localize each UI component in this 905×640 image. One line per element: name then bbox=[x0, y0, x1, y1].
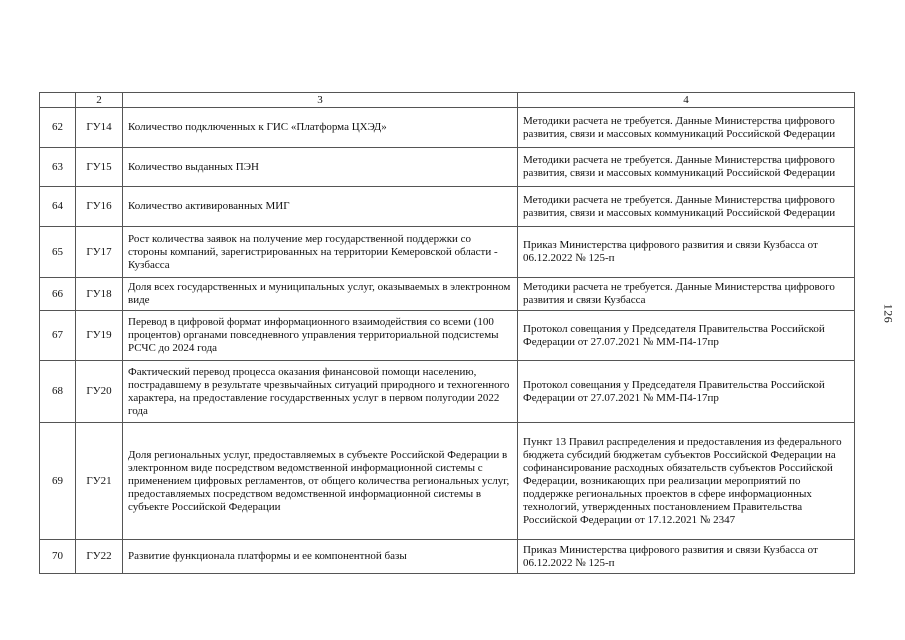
indicator-name: Рост количества заявок на получение мер государственной поддержки со стороны компаний, зарегистрированных на территории Кемеровской области - Кузбасса bbox=[123, 227, 518, 278]
indicator-name: Количество активированных МИГ bbox=[123, 187, 518, 227]
row-number: 70 bbox=[40, 540, 76, 574]
indicator-code: ГУ18 bbox=[76, 278, 123, 311]
table-row bbox=[40, 187, 855, 227]
indicator-source: Приказ Министерства цифрового развития и связи Кузбасса от 06.12.2022 № 125-п bbox=[518, 540, 855, 574]
indicator-code: ГУ22 bbox=[76, 540, 123, 574]
row-number: 63 bbox=[40, 148, 76, 187]
indicator-source: Методики расчета не требуется. Данные Министерства цифрового развития, связи и массовых коммуникаций Российской Федерации bbox=[518, 108, 855, 148]
row-number: 64 bbox=[40, 187, 76, 227]
indicators-table bbox=[39, 92, 855, 574]
indicator-name: Доля всех государственных и муниципальных услуг, оказываемых в электронном виде bbox=[123, 278, 518, 311]
header-cell-3: 3 bbox=[123, 93, 518, 108]
indicator-name: Перевод в цифровой формат информационного взаимодействия со всеми (100 процентов) органами повседневного управления территориальной подсистемы РСЧС до 2024 года bbox=[123, 311, 518, 361]
indicator-source: Приказ Министерства цифрового развития и связи Кузбасса от 06.12.2022 № 125-п bbox=[518, 227, 855, 278]
indicator-source: Методики расчета не требуется. Данные Министерства цифрового развития, связи и массовых коммуникаций Российской Федерации bbox=[518, 187, 855, 227]
indicator-code: ГУ16 bbox=[76, 187, 123, 227]
header-cell-4: 4 bbox=[518, 93, 855, 108]
indicator-code: ГУ17 bbox=[76, 227, 123, 278]
indicator-source: Протокол совещания у Председателя Правительства Российской Федерации от 27.07.2021 № ММ-П4-17пр bbox=[518, 361, 855, 423]
indicator-code: ГУ21 bbox=[76, 423, 123, 540]
table-row bbox=[40, 108, 855, 148]
indicator-source: Пункт 13 Правил распределения и предоставления из федерального бюджета субсидий бюджетам субъектов Российской Федерации на софинансирование расходных обязательств субъектов Российской Федерации, возникающих при реализации мероприятий по поддержке региональных проектов в сфере информационных технологий, утвержденных постановлением Правительства Российской Федерации от 17.12.2021 № 2347 bbox=[518, 423, 855, 540]
table-header-row bbox=[40, 93, 855, 108]
indicator-name: Доля региональных услуг, предоставляемых в субъекте Российской Федерации в электронном виде посредством ведомственной информационной системы с применением цифровых регламентов, от общего количества региональных услуг, предоставляемых посредством ведомственной информационной системы в субъекте Российской Федерации bbox=[123, 423, 518, 540]
row-number: 62 bbox=[40, 108, 76, 148]
indicator-code: ГУ20 bbox=[76, 361, 123, 423]
row-number: 69 bbox=[40, 423, 76, 540]
indicator-code: ГУ14 bbox=[76, 108, 123, 148]
row-number: 65 bbox=[40, 227, 76, 278]
indicator-name: Развитие функционала платформы и ее компонентной базы bbox=[123, 540, 518, 574]
indicator-code: ГУ15 bbox=[76, 148, 123, 187]
indicator-source: Методики расчета не требуется. Данные Министерства цифрового развития и связи Кузбасса bbox=[518, 278, 855, 311]
row-number: 67 bbox=[40, 311, 76, 361]
row-number: 68 bbox=[40, 361, 76, 423]
indicator-name: Количество выданных ПЭН bbox=[123, 148, 518, 187]
table-row bbox=[40, 540, 855, 574]
table-row bbox=[40, 311, 855, 361]
table-row bbox=[40, 423, 855, 540]
table-row bbox=[40, 361, 855, 423]
table-row bbox=[40, 148, 855, 187]
indicator-source: Методики расчета не требуется. Данные Министерства цифрового развития, связи и массовых коммуникаций Российской Федерации bbox=[518, 148, 855, 187]
indicator-name: Фактический перевод процесса оказания финансовой помощи населению, пострадавшему в результате чрезвычайных ситуаций природного и техногенного характера, на предоставление государственных услуг в первом полугодии 2022 года bbox=[123, 361, 518, 423]
header-cell-1 bbox=[40, 93, 76, 108]
header-cell-2: 2 bbox=[76, 93, 123, 108]
indicator-name: Количество подключенных к ГИС «Платформа ЦХЭД» bbox=[123, 108, 518, 148]
table-row bbox=[40, 278, 855, 311]
indicator-code: ГУ19 bbox=[76, 311, 123, 361]
row-number: 66 bbox=[40, 278, 76, 311]
table-row bbox=[40, 227, 855, 278]
page-number: 126 bbox=[881, 303, 896, 324]
indicator-source: Протокол совещания у Председателя Правительства Российской Федерации от 27.07.2021 № ММ-П4-17пр bbox=[518, 311, 855, 361]
